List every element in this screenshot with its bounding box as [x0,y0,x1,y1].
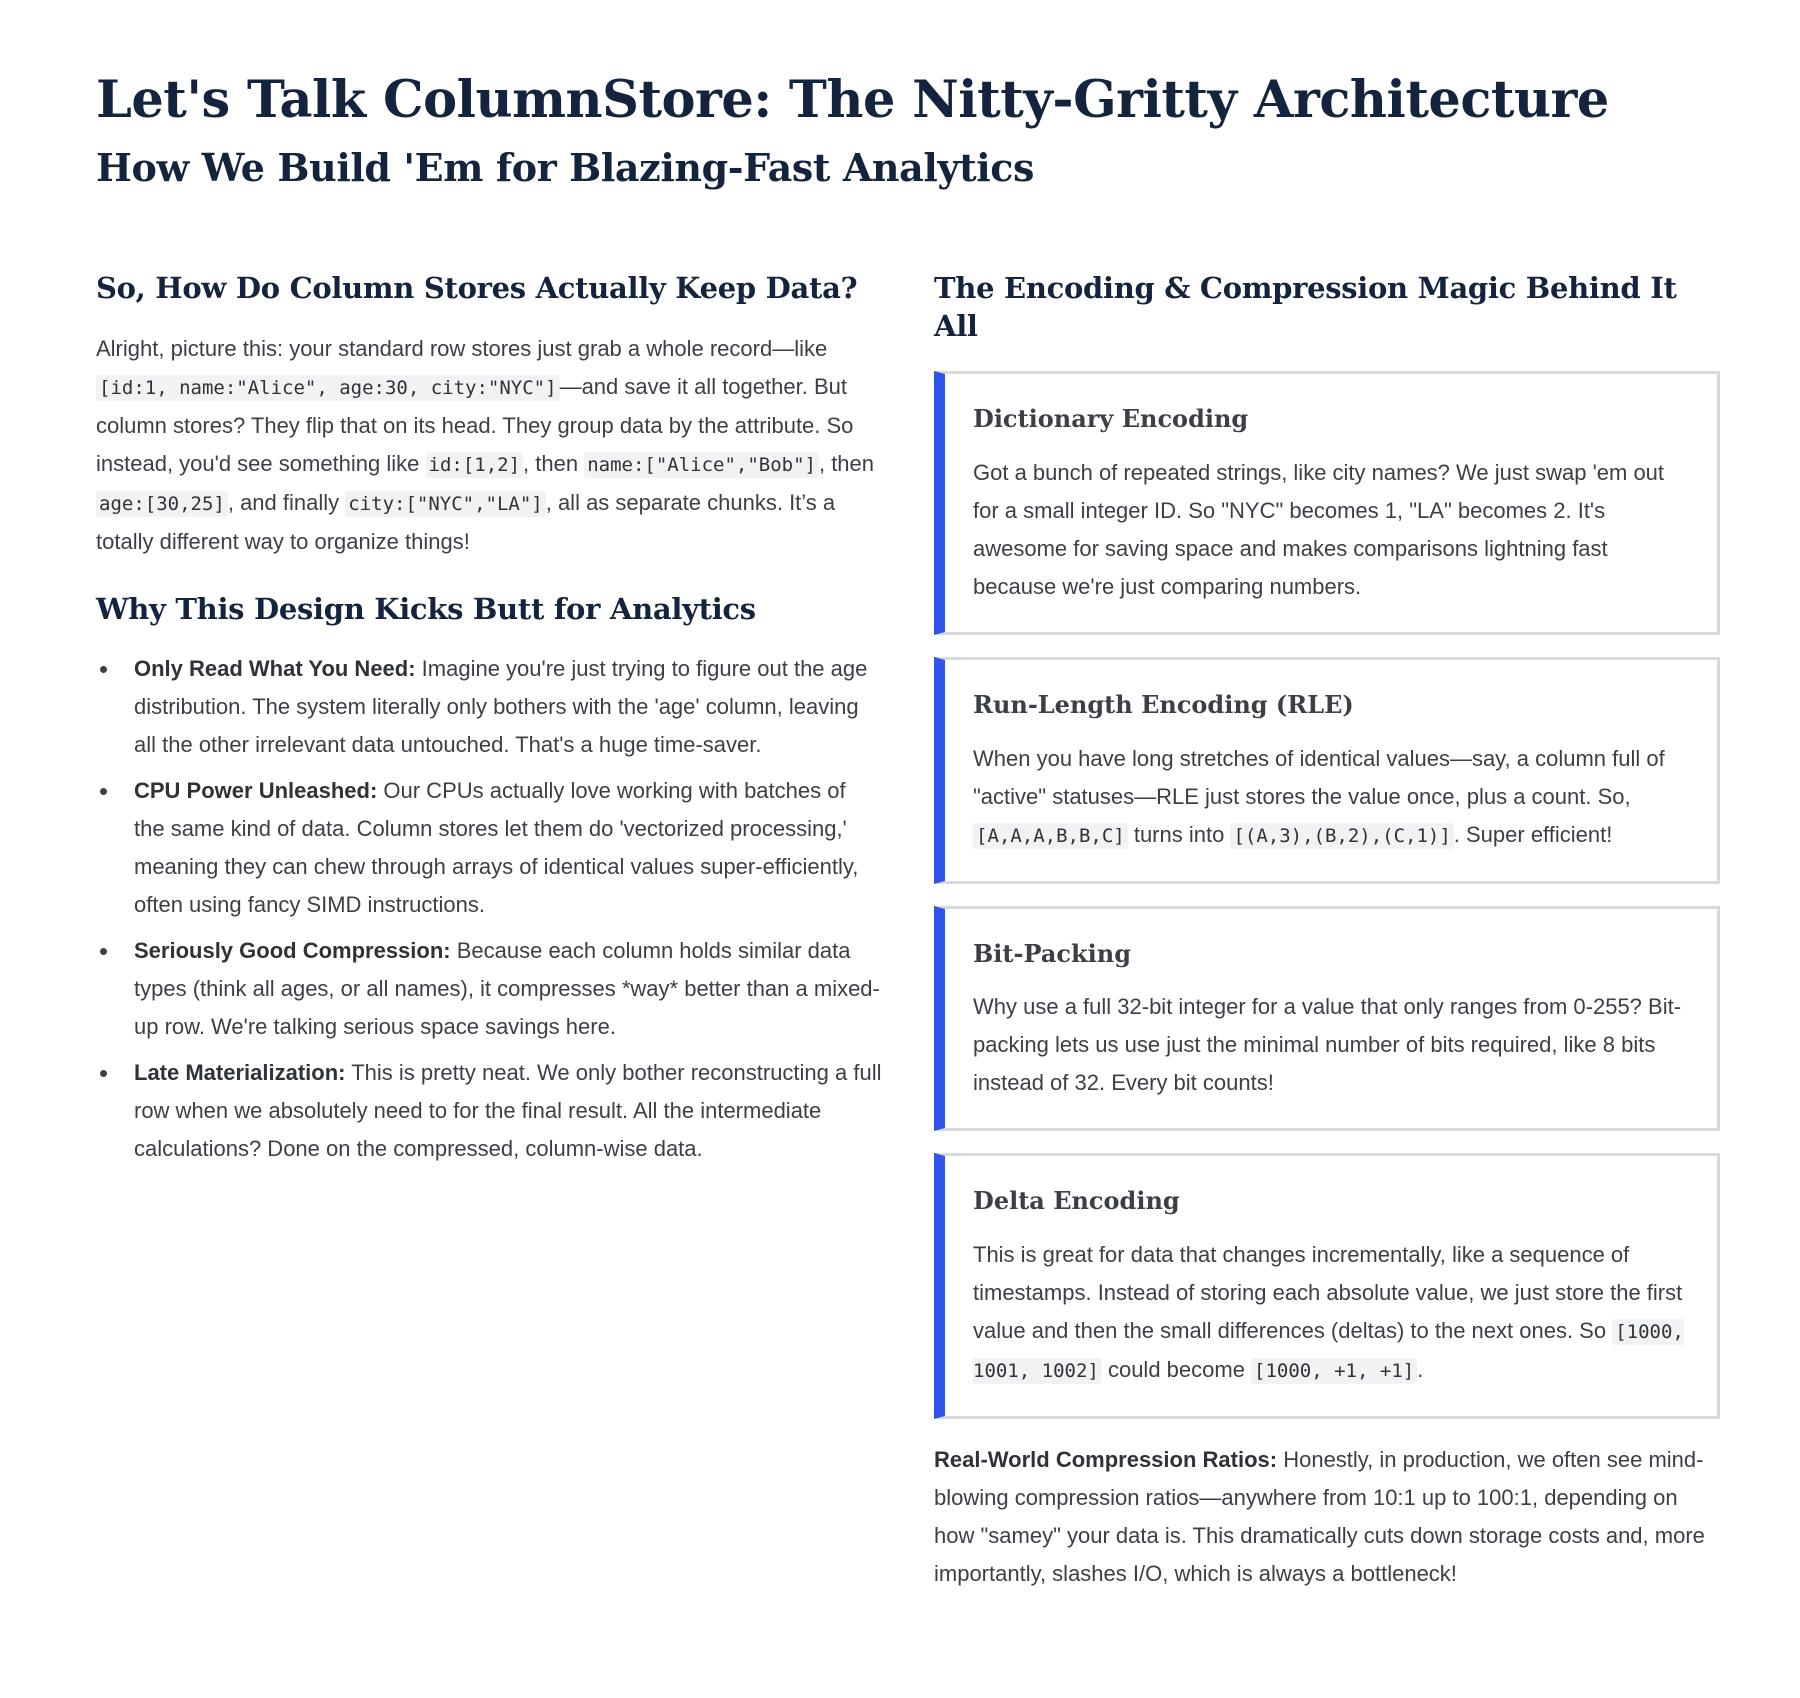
card-title: Run-Length Encoding (RLE) [973,689,1354,719]
bullet-icon [100,666,107,673]
card-title: Dictionary Encoding [973,404,1249,434]
code-snippet: [A,A,A,B,B,C] [973,823,1128,849]
card-text-part: . Super efficient! [1453,821,1613,847]
benefits-list [96,650,882,1168]
rle-card [934,657,1720,884]
card-text-part: could become [1101,1356,1252,1382]
storage-text: , and finally [227,489,346,515]
storage-text: Alright, picture this: your standard row stores just grab a whole record—like [96,335,828,361]
storage-text: , all as separate chunks. It’s a totally different way to organize things! [96,489,836,554]
page-subtitle: How We Build 'Em for Blazing-Fast Analytics [96,145,1034,191]
card-text-part: When you have long stretches of identical values—say, a column full of "active" statuses—RLE just stores the value once, plus a count. So, [973,745,1665,809]
compression-ratio-note [934,1441,1720,1593]
left-column [96,270,882,1176]
benefits-heading: Why This Design Kicks Butt for Analytics [96,591,756,626]
storage-paragraph [96,330,882,561]
card-text [973,740,1689,855]
storage-text: —and save it all together. But column stores? They flip that on its head. They group data by the attribute. So instead, you'd see something like [96,373,854,476]
article-page [96,70,1716,1586]
bit-packing-card [934,906,1720,1132]
storage-text: , then [818,450,875,476]
bullet-icon [100,788,107,795]
code-snippet: city:["NYC","LA"] [345,491,545,517]
dictionary-encoding-card [934,371,1720,635]
list-item-text: Because each column holds similar data types (think all ages, or all names), it compresses *way* better than a mixed-up row. We're talking serious space savings here. [134,938,880,1040]
code-snippet: [id:1, name:"Alice", age:30, city:"NYC"] [96,375,560,401]
code-snippet: [1000, 1001, 1002] [973,1320,1684,1382]
card-text-part: turns into [1127,821,1231,847]
ratio-text: Honestly, in production, we often see mind-blowing compression ratios—anywhere from 10:1 up to 100:1, depending on how "samey" your data is. This dramatically cuts down storage costs and, more importantly, slashes I/O, which is always a bottleneck! [934,1446,1705,1586]
page-title: Let's Talk ColumnStore: The Nitty-Gritty Architecture [96,70,1609,130]
list-item-label: CPU Power Unleashed: [134,778,378,804]
ratio-label: Real-World Compression Ratios: [934,1446,1278,1472]
bullet-icon [100,1070,107,1077]
list-item-text: Imagine you're just trying to figure out the age distribution. The system literally only bothers with the 'age' column, leaving all the other irrelevant data untouched. That's a huge time-saver. [134,656,868,758]
list-item [96,650,882,764]
code-snippet: [(A,3),(B,2),(C,1)] [1230,823,1453,849]
encoding-heading: The Encoding & Compression Magic Behind It All [934,271,1677,343]
list-item-label: Seriously Good Compression: [134,938,451,964]
code-snippet: name:["Alice","Bob"] [584,452,819,478]
card-text-part: . [1417,1356,1424,1382]
list-item-text: Our CPUs actually love working with batches of the same kind of data. Column stores let them do 'vectorized processing,' meaning they can chew through arrays of identical values super-efficiently, often using fancy SIMD instructions. [134,778,859,918]
delta-encoding-card [934,1153,1720,1419]
bullet-icon [100,948,107,955]
list-item-label: Late Materialization: [134,1060,346,1086]
card-text-part: This is great for data that changes incrementally, like a sequence of timestamps. Instead of storing each absolute value, we just store the first value and then the small differences (deltas) to the next ones. So [973,1241,1683,1343]
card-text [973,1236,1689,1390]
list-item-label: Only Read What You Need: [134,656,416,682]
list-item [96,932,882,1046]
card-title: Bit-Packing [973,938,1131,968]
code-snippet: [1000, +1, +1] [1251,1358,1417,1384]
card-text: Got a bunch of repeated strings, like city names? We just swap 'em out for a small integer ID. So "NYC" becomes 1, "LA" becomes 2. It's awesome for saving space and makes comparisons lightning fast because we're just comparing numbers. [973,459,1665,599]
code-snippet: age:[30,25] [96,491,228,517]
storage-heading: So, How Do Column Stores Actually Keep Data? [96,271,858,305]
card-text: Why use a full 32-bit integer for a value that only ranges from 0-255? Bit-packing lets us use just the minimal number of bits required, like 8 bits instead of 32. Every bit counts! [973,994,1682,1096]
encoding-cards [934,371,1720,1418]
list-item [96,772,882,924]
code-snippet: id:[1,2] [426,452,524,478]
storage-text: , then [523,450,585,476]
card-title: Delta Encoding [973,1186,1180,1216]
list-item [96,1054,882,1168]
right-column [934,270,1720,1593]
list-item-text: This is pretty neat. We only bother reconstructing a full row when we absolutely need to for the final result. All the intermediate calculations? Done on the compressed, column-wise data. [134,1060,882,1162]
